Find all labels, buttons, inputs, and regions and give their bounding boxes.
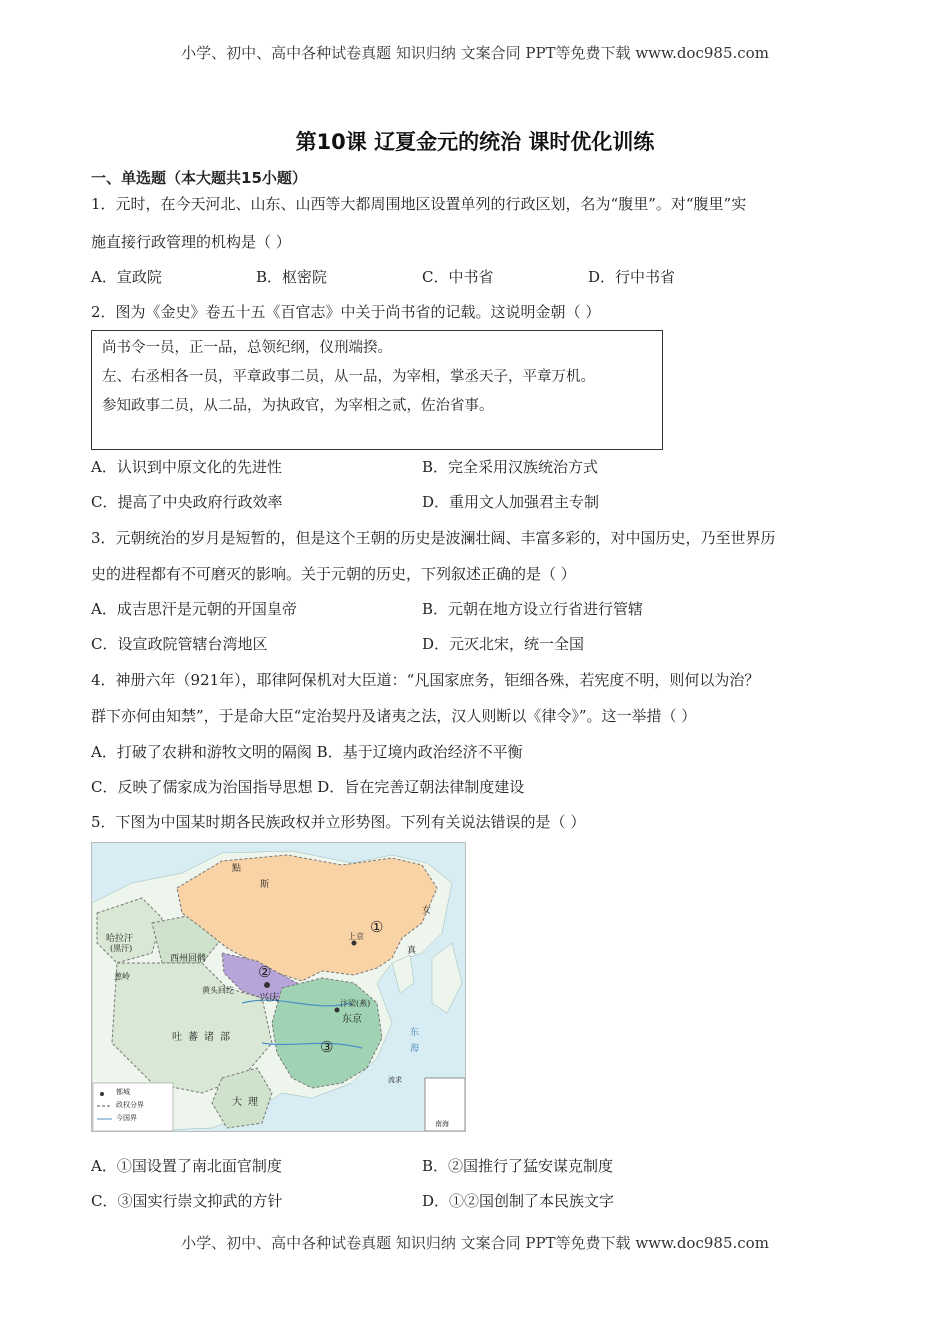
map-label-song: ③ [320, 1038, 334, 1056]
map-label-liuqiu: 流求 [388, 1076, 402, 1084]
q4-stem-line2: 群下亦何由知禁”，于是命大臣“定治契丹及诸夷之法，汉人则断以《律令》”。这一举措（ ） [91, 707, 697, 725]
map-label-dong: 东 [410, 1028, 420, 1038]
map-label-huangtou: 黄头回纥 [202, 986, 234, 995]
map-legend-border: 政权分界 [116, 1101, 144, 1109]
q2-quote-line: 尚书令一员，正一品，总领纪纲，仪刑端揆。 [102, 340, 392, 356]
map-label-xingqing: 兴庆 [259, 993, 279, 1004]
q4-options-ab[interactable]: A．打破了农耕和游牧文明的隔阂 B．基于辽境内政治经济不平衡 [91, 743, 523, 761]
page-footer: 小学、初中、高中各种试卷真题 知识归纳 文案合同 PPT等免费下载 www.doc985.com [181, 1234, 769, 1252]
q5-option-d[interactable]: D．①②国创制了本民族文字 [422, 1192, 615, 1210]
map-label-heihan: (黑汗) [110, 944, 133, 953]
q1-stem-line1: 1．元时，在今天河北、山东、山西等大都周围地区设置单列的行政区划，名为“腹里”。对“腹里”实 [91, 195, 747, 213]
map-label-xizhou: 西州回鹘 [170, 954, 207, 964]
q3-stem-line2: 史的进程都有不可磨灭的影响。关于元朝的历史，下列叙述正确的是（ ） [91, 565, 576, 583]
q1-option-c[interactable]: C．中书省 [422, 268, 494, 286]
q2-quote-box [91, 330, 663, 450]
q5-option-c[interactable]: C．③国实行崇文抑武的方针 [91, 1192, 283, 1210]
map-label-liao: ① [370, 918, 384, 936]
map-label-bianjing: 汴梁(燕) [340, 999, 371, 1008]
map-legend-modern-border: 今国界 [116, 1114, 137, 1122]
q2-option-c[interactable]: C．提高了中央政府行政效率 [91, 493, 283, 511]
q1-option-a[interactable]: A．宣政院 [91, 268, 162, 286]
q5-stem: 5．下图为中国某时期各民族政权并立形势图。下列有关说法错误的是（ ） [91, 813, 586, 831]
q2-option-a[interactable]: A．认识到中原文化的先进性 [91, 458, 282, 476]
map-label-hai: 海 [410, 1044, 420, 1054]
q2-quote-line: 参知政事二员，从二品，为执政官，为宰相之贰，佐治省事。 [102, 398, 494, 414]
map-label-shangjing: 上京 [348, 932, 364, 941]
q2-option-d[interactable]: D．重用文人加强君主专制 [422, 493, 600, 511]
q3-option-a[interactable]: A．成吉思汗是元朝的开国皇帝 [91, 600, 297, 618]
page-title: 第10课 辽夏金元的统治 课时优化训练 [295, 130, 655, 154]
map-label-dali: 大理 [232, 1097, 264, 1108]
map-svg [92, 843, 466, 1132]
q3-stem-line1: 3．元朝统治的岁月是短暂的，但是这个王朝的历史是波澜壮阔、丰富多彩的，对中国历史，乃至世界历 [91, 529, 776, 547]
q5-option-b[interactable]: B．②国推行了猛安谋克制度 [422, 1157, 614, 1175]
map-label-zhen: 真 [407, 946, 417, 956]
q2-stem: 2．图为《金史》卷五十五《百官志》中关于尚书省的记载。这说明金朝（ ） [91, 303, 601, 321]
map-label-dian: 點 [232, 864, 242, 874]
q5-option-a[interactable]: A．①国设置了南北面官制度 [91, 1157, 282, 1175]
q3-option-c[interactable]: C．设宣政院管辖台湾地区 [91, 635, 268, 653]
q4-options-cd[interactable]: C．反映了儒家成为治国指导思想 D．旨在完善辽朝法律制度建设 [91, 778, 525, 796]
map-label-tubo: 吐蕃诸部 [172, 1032, 236, 1043]
q2-quote-line: 左、右丞相各一员，平章政事二员，从一品，为宰相，掌丞天子，平章万机。 [102, 369, 595, 385]
historical-map [91, 842, 466, 1132]
map-legend-capital: 都城 [116, 1088, 130, 1096]
map-label-nanhai: 南海 [435, 1120, 449, 1128]
q1-option-d[interactable]: D．行中书省 [588, 268, 676, 286]
page-header: 小学、初中、高中各种试卷真题 知识归纳 文案合同 PPT等免费下载 www.doc985.com [181, 44, 769, 62]
q3-option-b[interactable]: B．元朝在地方设立行省进行管辖 [422, 600, 644, 618]
q3-option-d[interactable]: D．元灭北宋，统一全国 [422, 635, 585, 653]
map-label-xixia: ② [258, 963, 272, 981]
map-label-dongjing: 东京 [342, 1014, 362, 1025]
q4-stem-line1: 4．神册六年（921年），耶律阿保机对大臣道：“凡国家庶务，钜细各殊，若宪度不明，则何以为治？ [91, 671, 760, 689]
q1-option-b[interactable]: B．枢密院 [256, 268, 328, 286]
map-label-congling: 葱岭 [114, 972, 130, 981]
map-label-nv: 女 [422, 906, 432, 916]
map-label-si: 斯 [260, 880, 270, 890]
q2-option-b[interactable]: B．完全采用汉族统治方式 [422, 458, 599, 476]
map-label-halahan: 哈拉汗 [106, 934, 134, 944]
section-heading: 一、单选题（本大题共15小题） [91, 169, 307, 187]
q1-stem-line2: 施直接行政管理的机构是（ ） [91, 233, 291, 251]
